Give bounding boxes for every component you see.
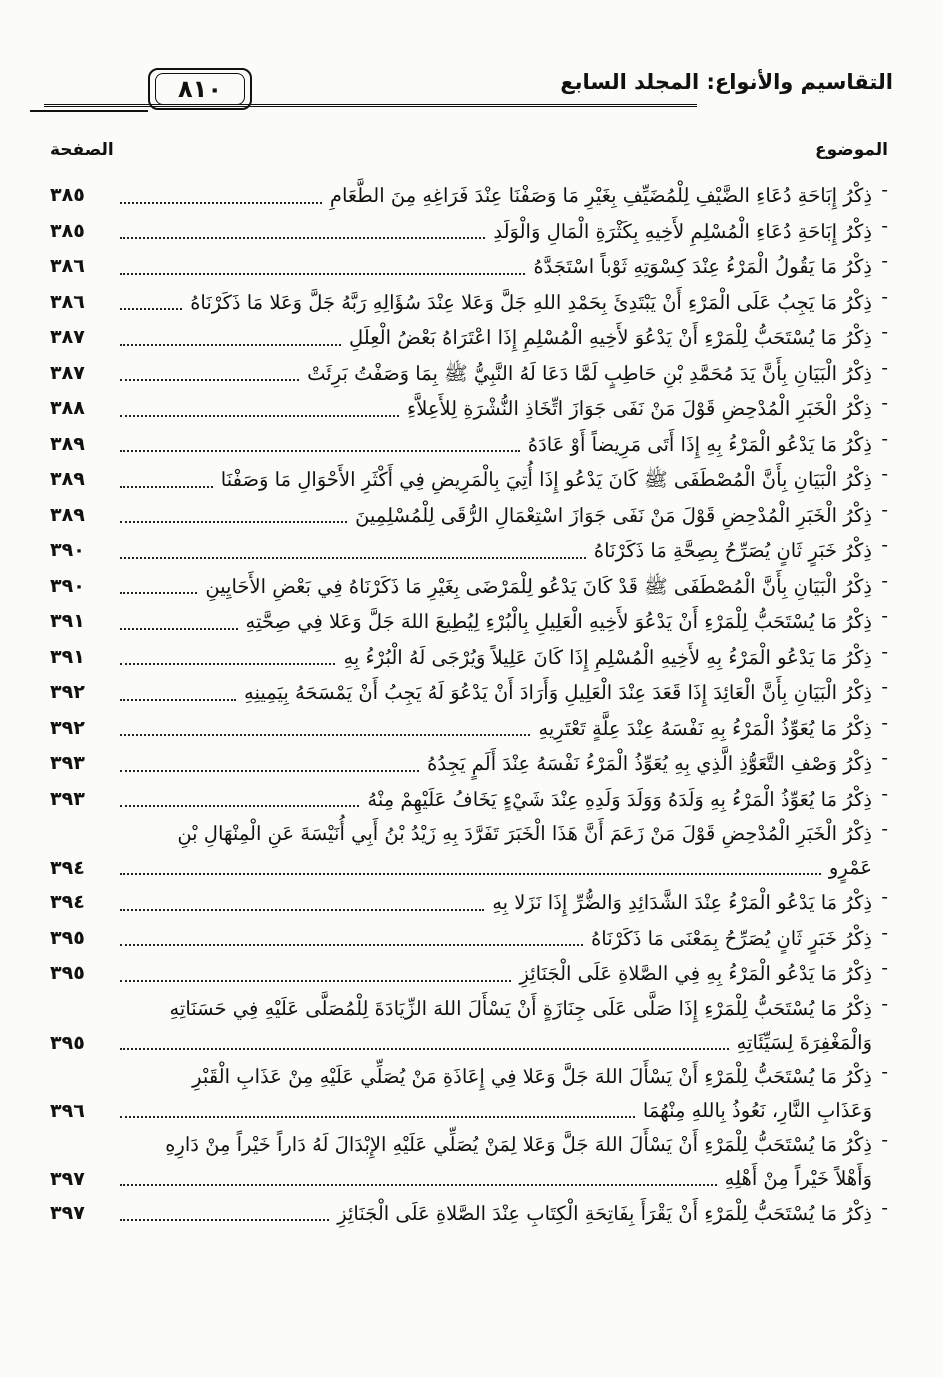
dot-leader — [120, 628, 238, 630]
dot-leader — [120, 1048, 729, 1050]
toc-entry — [50, 640, 888, 676]
dot-leader — [120, 944, 583, 946]
toc-entry — [50, 391, 888, 427]
toc-entry-title: - ذِكْرُ مَا يَدْعُو الْمَرْءُ بِهِ إِذَا أَتَى مَرِيضاً أَوْ عَادَهُ — [527, 432, 872, 456]
toc-entry — [50, 992, 888, 1060]
toc-entry — [50, 214, 888, 250]
toc-entry-title: - ذِكْرُ الْبَيَانِ بِأَنَّ الْعَائِدَ إِذَا قَعَدَ عِنْدَ الْعَلِيلِ وَأَرَادَ أَنْ يَدْعُوَ لَهُ يَجِبُ أَنْ يَمْسَحَهُ بِيَمِينِهِ — [244, 681, 872, 704]
dot-leader — [120, 1116, 635, 1118]
toc-page-number: ٣٩١ — [50, 645, 85, 668]
header-rule — [44, 104, 697, 107]
toc-entry-title: - ذِكْرُ الْبَيَانِ بِأَنَّ يَدَ مُحَمَّدِ بْنِ حَاطِبٍ لَمَّا دَعَا لَهُ النَّبِيُّ ﷺ بِمَا وَصَفْتُ بَرِئَتْ — [307, 361, 872, 385]
toc-entry-title: وَعَذَابِ النَّارِ، نَعُوذُ بِاللهِ مِنْهُمَا — [642, 1098, 872, 1122]
toc-entry — [50, 498, 888, 534]
toc-entry-title: - ذِكْرُ الْخَبَرِ الْمُدْحِضِ قَوْلَ مَنْ نَفَى جَوَازَ اتِّخَاذِ النُّشْرَةِ لِلأَعِلاَّءِ — [407, 397, 872, 420]
toc-page-number: ٣٩٥ — [50, 962, 85, 984]
dot-leader — [120, 909, 484, 911]
toc-page-number: ٣٩٠ — [50, 539, 85, 561]
toc-entry — [50, 1128, 888, 1196]
running-title: التقاسيم والأنواع: المجلد السابع — [560, 70, 893, 94]
toc-entry-title: وَأَهْلاً خَيْراً مِنْ أَهْلِهِ — [724, 1166, 872, 1190]
toc-entry-title: - ذِكْرُ مَا يُسْتَحَبُّ لِلْمَرْءِ أَنْ يَدْعُوَ لأَخِيهِ الْمُسْلِمِ إِذَا اعْتَرَاهُ بَعْضُ الْعِلَلِ — [349, 326, 872, 349]
dot-leader — [120, 1184, 717, 1186]
dot-leader — [120, 273, 525, 275]
dot-leader — [120, 873, 821, 875]
toc-page-number: ٣٨٦ — [50, 290, 85, 313]
toc-entry-title: - ذِكْرُ مَا يُسْتَحَبُّ لِلْمَرْءِ أَنْ يَدْعُوَ لأَخِيهِ الْعَلِيلِ بِالْبُرْءِ لِيُطِيعَ اللهَ جَلَّ وَعَلا فِي صِحَّتِهِ — [245, 610, 872, 633]
toc-page-number: ٣٨٨ — [50, 397, 85, 419]
page-header — [30, 62, 907, 124]
toc-entry-title: - ذِكْرُ مَا يَدْعُو الْمَرْءُ بِهِ فِي الصَّلاةِ عَلَى الْجَنَائِزِ — [519, 962, 872, 985]
toc-entry-title: - ذِكْرُ مَا يَدْعُو الْمَرْءُ بِهِ لأَخِيهِ الْمُسْلِمِ إِذَا كَانَ عَلِيلاً وَيُرْجَى لَهُ الْبُرْءُ بِهِ — [343, 645, 872, 669]
toc-entry — [50, 782, 888, 818]
toc-entry — [50, 675, 888, 711]
dot-leader — [120, 805, 359, 807]
toc-entry — [50, 711, 888, 747]
toc-entry — [50, 956, 888, 992]
toc-page-number: ٣٩٢ — [50, 681, 85, 703]
dot-leader — [120, 521, 347, 523]
toc-entry-title: عَمْرٍو — [828, 856, 872, 879]
toc-entry-title: ذِكْرُ مَا يُسْتَحَبُّ لِلْمَرْءِ أَنْ يَسْأَلَ اللهَ جَلَّ وَعَلا لِمَنْ يُصَلِّي عَلَيْهِ الإِبْدَالَ لَهُ دَاراً خَيْراً مِنْ دَارِهِ — [165, 1132, 872, 1156]
toc-entry-title: - ذِكْرُ إِبَاحَةِ دُعَاءِ الْمُسْلِمِ لأَخِيهِ بِكَثْرَةِ الْمَالِ وَالْوَلَدِ — [493, 219, 872, 243]
dot-leader — [120, 699, 236, 701]
toc-page-number: ٣٩٦ — [50, 1099, 85, 1122]
toc-entry — [50, 285, 888, 321]
toc-entry — [50, 320, 888, 356]
page-number: ٨١٠ — [155, 73, 245, 105]
toc-entry — [50, 249, 888, 285]
toc-page-number: ٣٩٣ — [50, 752, 85, 774]
toc-page-number: ٣٩٣ — [50, 787, 85, 810]
toc-page-number: ٣٨٥ — [50, 184, 85, 206]
toc-entry-title: - ذِكْرُ مَا يَجِبُ عَلَى الْمَرْءِ أَنْ يَبْتَدِئَ بِحَمْدِ اللهِ جَلَّ وَعَلا عِنْدَ سُؤَالِهِ رَبَّهُ جَلَّ وَعَلا مَا ذَكَرْنَاهُ — [190, 290, 872, 314]
toc-entry-title: - ذِكْرُ مَا يَقُولُ الْمَرْءُ عِنْدَ كِسْوَتِهِ ثَوْباً اسْتَجَدَّهُ — [533, 255, 872, 278]
toc-entry — [50, 885, 888, 921]
toc-entry — [50, 178, 888, 214]
dot-leader — [120, 486, 213, 488]
toc-entry — [50, 356, 888, 392]
dot-leader — [120, 980, 511, 982]
column-headers — [50, 140, 888, 170]
toc-page-number: ٣٨٩ — [50, 503, 85, 526]
toc-page-number: ٣٩٤ — [50, 857, 85, 879]
toc-page-number: ٣٩٢ — [50, 716, 85, 739]
dot-leader — [120, 202, 322, 204]
toc-entry-title: - ذِكْرُ الْبَيَانِ بِأَنَّ الْمُصْطَفَى ﷺ كَانَ يَدْعُو إِذَا أُتِيَ بِالْمَرِيضِ فِي أَكْثَرِ الأَحْوَالِ مَا وَصَفْنَا — [220, 468, 872, 491]
toc-entry-title: - ذِكْرُ مَا يُعَوِّذُ الْمَرْءُ بِهِ وَلَدَهُ وَوَلَدَ وَلَدِهِ عِنْدَ شَيْءٍ يَخَافُ عَلَيْهِمْ مِنْهُ — [367, 787, 872, 811]
toc-entry-title: - ذِكْرُ مَا يُسْتَحَبُّ لِلْمَرْءِ أَنْ يَقْرَأَ بِفَاتِحَةِ الْكِتَابِ عِنْدَ الصَّلاةِ عَلَى الْجَنَائِزِ — [337, 1201, 872, 1225]
toc-page-number: ٣٩٥ — [50, 1031, 85, 1054]
toc-entry-title: وَالْمَغْفِرَةَ لِسَيِّئَاتِهِ — [736, 1030, 872, 1054]
toc-page-number: ٣٨٥ — [50, 219, 85, 242]
toc-entry-title: - ذِكْرُ الْبَيَانِ بِأَنَّ الْمُصْطَفَى ﷺ قَدْ كَانَ يَدْعُو لِلْمَرْضَى بِغَيْرِ مَا ذَكَرْنَاهُ فِي بَعْضِ الأَحَايِينِ — [205, 574, 872, 598]
toc-entry — [50, 1060, 888, 1128]
toc-entry — [50, 569, 888, 605]
toc-entry-title: ذِكْرُ الْخَبَرِ الْمُدْحِضِ قَوْلَ مَنْ زَعَمَ أَنَّ هَذَا الْخَبَرَ تَفَرَّدَ بِهِ زَيْدُ بْنُ أَبِي أُنَيْسَةَ عَنِ الْمِنْهَالِ بْنِ — [177, 822, 872, 845]
dot-leader — [120, 1219, 329, 1221]
page-number-frame — [148, 68, 252, 110]
toc-page-number: ٣٩٧ — [50, 1201, 85, 1224]
toc-page-number: ٣٨٧ — [50, 326, 85, 348]
table-of-contents — [50, 178, 888, 1231]
header-rule-left — [30, 110, 148, 112]
dot-leader — [120, 770, 419, 772]
toc-entry-title: - ذِكْرُ الْخَبَرِ الْمُدْحِضِ قَوْلَ مَنْ نَفَى جَوَازَ اسْتِعْمَالِ الرُّقَى لِلْمُسْلِمِينَ — [355, 503, 872, 527]
toc-entry-title: - ذِكْرُ خَبَرٍ ثَانٍ يُصَرِّحُ بِصِحَّةِ مَا ذَكَرْنَاهُ — [593, 539, 872, 562]
toc-entry-title: - ذِكْرُ إِبَاحَةِ دُعَاءِ الضَّيْفِ لِلْمُضَيِّفِ بِغَيْرِ مَا وَصَفْنَا عِنْدَ فَرَاغِهِ مِنَ الطَّعَامِ — [329, 184, 872, 207]
toc-entry — [50, 817, 888, 885]
dot-leader — [120, 379, 299, 381]
dot-leader — [120, 734, 530, 736]
toc-page-number: ٣٩٥ — [50, 926, 85, 949]
dot-leader — [120, 308, 182, 310]
toc-entry — [50, 746, 888, 782]
toc-entry — [50, 921, 888, 957]
topic-column-header: الموضوع — [815, 140, 888, 160]
toc-page-number: ٣٨٦ — [50, 255, 85, 277]
dot-leader — [120, 450, 520, 452]
dot-leader — [120, 237, 485, 239]
dot-leader — [120, 415, 399, 417]
toc-page-number: ٣٨٧ — [50, 361, 85, 384]
toc-page-number: ٣٨٩ — [50, 432, 85, 455]
toc-entry-title: ذِكْرُ مَا يُسْتَحَبُّ لِلْمَرْءِ إِذَا صَلَّى عَلَى جِنَازَةٍ أَنْ يَسْأَلَ اللهَ الزِّيَادَةَ لِلْمُصَلَّى عَلَيْهِ فِي حَسَنَاتِهِ — [169, 996, 872, 1020]
toc-entry-title: ذِكْرُ مَا يُسْتَحَبُّ لِلْمَرْءِ أَنْ يَسْأَلَ اللهَ جَلَّ وَعَلا فِي إِعَاذَةِ مَنْ يُصَلِّي عَلَيْهِ مِنْ عَذَابِ الْقَبْرِ — [192, 1064, 872, 1088]
toc-entry — [50, 462, 888, 498]
dot-leader — [120, 344, 341, 346]
toc-entry — [50, 533, 888, 569]
toc-entry-title: - ذِكْرُ خَبَرٍ ثَانٍ يُصَرِّحُ بِمَعْنَى مَا ذَكَرْنَاهُ — [591, 926, 872, 950]
toc-page-number: ٣٩٤ — [50, 891, 85, 913]
dot-leader — [120, 663, 335, 665]
toc-page-number: ٣٩٧ — [50, 1167, 85, 1190]
page-column-header: الصفحة — [50, 140, 114, 160]
dot-leader — [120, 557, 586, 559]
toc-entry-title: - ذِكْرُ مَا يُعَوِّذُ الْمَرْءُ بِهِ نَفْسَهُ عِنْدَ عِلَّةٍ تَعْتَرِيهِ — [538, 716, 872, 740]
toc-entry-title: - ذِكْرُ مَا يَدْعُو الْمَرْءُ عِنْدَ الشَّدَائِدِ وَالضُّرِّ إِذَا نَزَلا بِهِ — [492, 891, 872, 914]
toc-entry-title: - ذِكْرُ وَصْفِ التَّعَوُّذِ الَّذِي بِهِ يُعَوِّذُ الْمَرْءُ نَفْسَهُ عِنْدَ أَلَمٍ يَجِدُهُ — [427, 752, 872, 775]
dot-leader — [120, 592, 197, 594]
toc-entry — [50, 1196, 888, 1232]
toc-page-number: ٣٨٩ — [50, 468, 85, 490]
toc-entry — [50, 427, 888, 463]
toc-page-number: ٣٩٠ — [50, 574, 85, 597]
toc-page-number: ٣٩١ — [50, 610, 85, 632]
toc-entry — [50, 604, 888, 640]
